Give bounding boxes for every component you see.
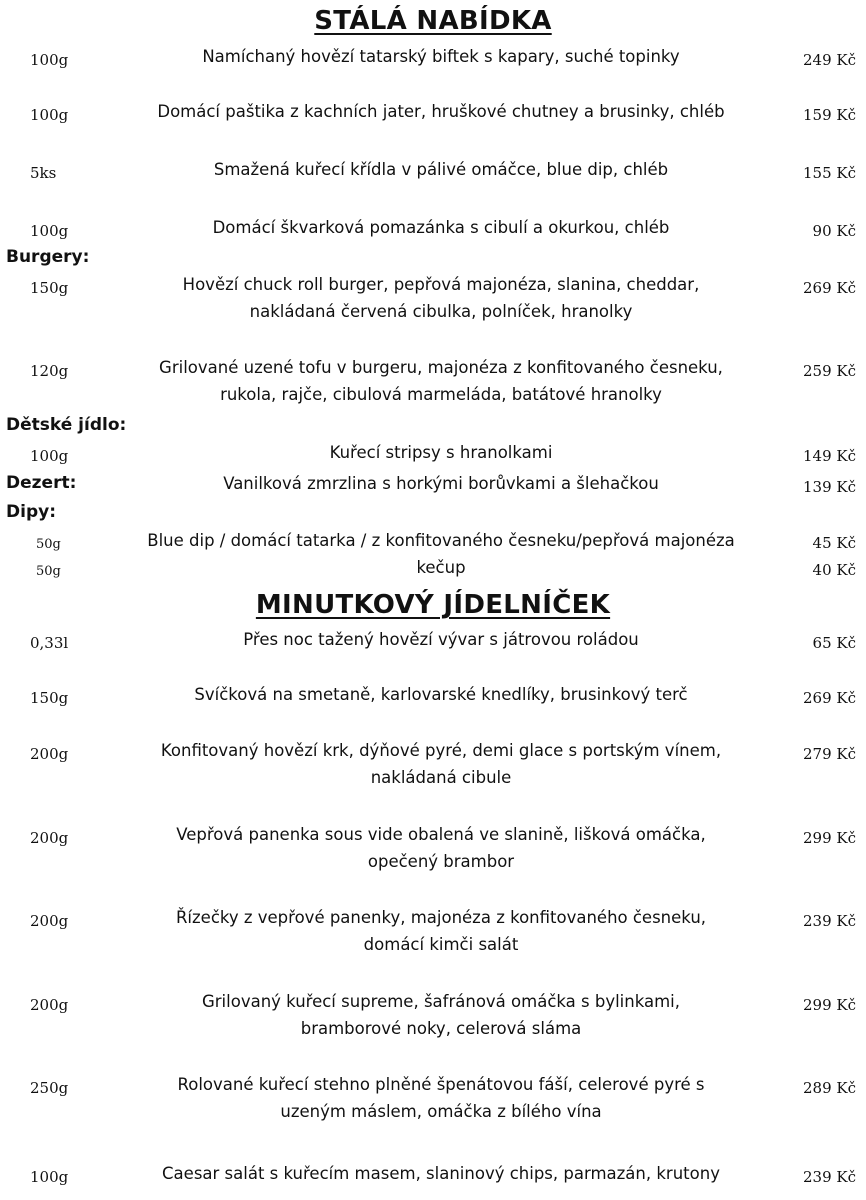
item-description: Grilovaný kuřecí supreme, šafránová omáčka s bylinkami, bramborové noky, celerová sláma — [201, 992, 680, 1038]
item-quantity: 150g — [30, 689, 69, 707]
item-quantity: 100g — [30, 222, 69, 240]
category-label-dezert: Dezert: — [6, 473, 77, 493]
item-quantity: 100g — [30, 106, 69, 124]
item-price: 299 Kč — [802, 829, 856, 847]
item-quantity: 100g — [30, 1168, 69, 1186]
item-quantity: 150g — [30, 279, 69, 297]
item-description: Grilované uzené tofu v burgeru, majonéza z konfitovaného česneku, rukola, rajče, cibulová marmeláda, batátové hranolky — [159, 358, 723, 404]
item-price: 40 Kč — [812, 561, 856, 579]
item-price: 45 Kč — [812, 534, 856, 552]
item-quantity: 200g — [30, 996, 69, 1014]
item-description: Blue dip / domácí tatarka / z konfitovaného česneku/pepřová majonéza — [147, 531, 735, 550]
item-quantity: 200g — [30, 829, 69, 847]
item-description: Vanilková zmrzlina s horkými borůvkami a šlehačkou — [223, 474, 659, 493]
item-quantity: 100g — [30, 51, 69, 69]
item-price: 139 Kč — [802, 478, 856, 496]
item-description: Přes noc tažený hovězí vývar s játrovou roládou — [243, 630, 639, 649]
item-description: Rolované kuřecí stehno plněné špenátovou fáší, celerové pyré s uzeným máslem, omáčka z bílého vína — [177, 1075, 705, 1121]
item-price: 279 Kč — [802, 745, 856, 763]
category-label-dipy: Dipy: — [6, 502, 56, 522]
item-description: Konfitovaný hovězí krk, dýňové pyré, demi glace s portským vínem, nakládaná cibule — [160, 741, 722, 787]
item-price: 65 Kč — [812, 634, 856, 652]
item-price: 259 Kč — [802, 362, 856, 380]
item-description: Kuřecí stripsy s hranolkami — [329, 443, 553, 462]
item-description: Namíchaný hovězí tatarský biftek s kapary, suché topinky — [202, 47, 680, 66]
item-description: kečup — [416, 558, 466, 577]
item-description: Vepřová panenka sous vide obalená ve slanině, lišková omáčka, opečený brambor — [176, 825, 706, 871]
section-title-minutkovy-jidelnicek: MINUTKOVÝ JÍDELNÍČEK — [255, 590, 611, 620]
category-label-burgery: Burgery: — [6, 247, 90, 267]
item-price: 90 Kč — [812, 222, 856, 240]
item-description: Domácí škvarková pomazánka s cibulí a okurkou, chléb — [212, 218, 670, 237]
item-quantity: 50g — [36, 537, 61, 552]
item-price: 269 Kč — [802, 279, 856, 297]
item-description: Domácí paštika z kachních jater, hruškové chutney a brusinky, chléb — [157, 102, 725, 121]
item-description: Caesar salát s kuřecím masem, slaninový chips, parmazán, krutony — [162, 1164, 720, 1183]
category-label-detske-jidlo: Dětské jídlo: — [6, 415, 127, 435]
item-price: 269 Kč — [802, 689, 856, 707]
item-price: 239 Kč — [802, 912, 856, 930]
item-price: 289 Kč — [802, 1079, 856, 1097]
item-description: Svíčková na smetaně, karlovarské knedlíky, brusinkový terč — [194, 685, 688, 704]
item-quantity: 0,33l — [30, 634, 69, 652]
section-title-stala-nabidka: STÁLÁ NABÍDKA — [314, 6, 552, 36]
item-quantity: 100g — [30, 447, 69, 465]
item-description: Hovězí chuck roll burger, pepřová majonéza, slanina, cheddar, nakládaná červená cibulka, polníček, hranolky — [182, 275, 700, 321]
item-price: 159 Kč — [802, 106, 856, 124]
item-quantity: 50g — [36, 564, 61, 579]
item-price: 239 Kč — [802, 1168, 856, 1186]
item-price: 155 Kč — [802, 164, 856, 182]
item-price: 249 Kč — [802, 51, 856, 69]
item-description: Řízečky z vepřové panenky, majonéza z konfitovaného česneku, domácí kimči salát — [175, 908, 707, 954]
item-price: 299 Kč — [802, 996, 856, 1014]
item-description: Smažená kuřecí křídla v pálivé omáčce, blue dip, chléb — [213, 160, 669, 179]
item-quantity: 250g — [30, 1079, 69, 1097]
item-quantity: 120g — [30, 362, 69, 380]
item-quantity: 5ks — [30, 164, 57, 182]
item-price: 149 Kč — [802, 447, 856, 465]
item-quantity: 200g — [30, 912, 69, 930]
item-quantity: 200g — [30, 745, 69, 763]
